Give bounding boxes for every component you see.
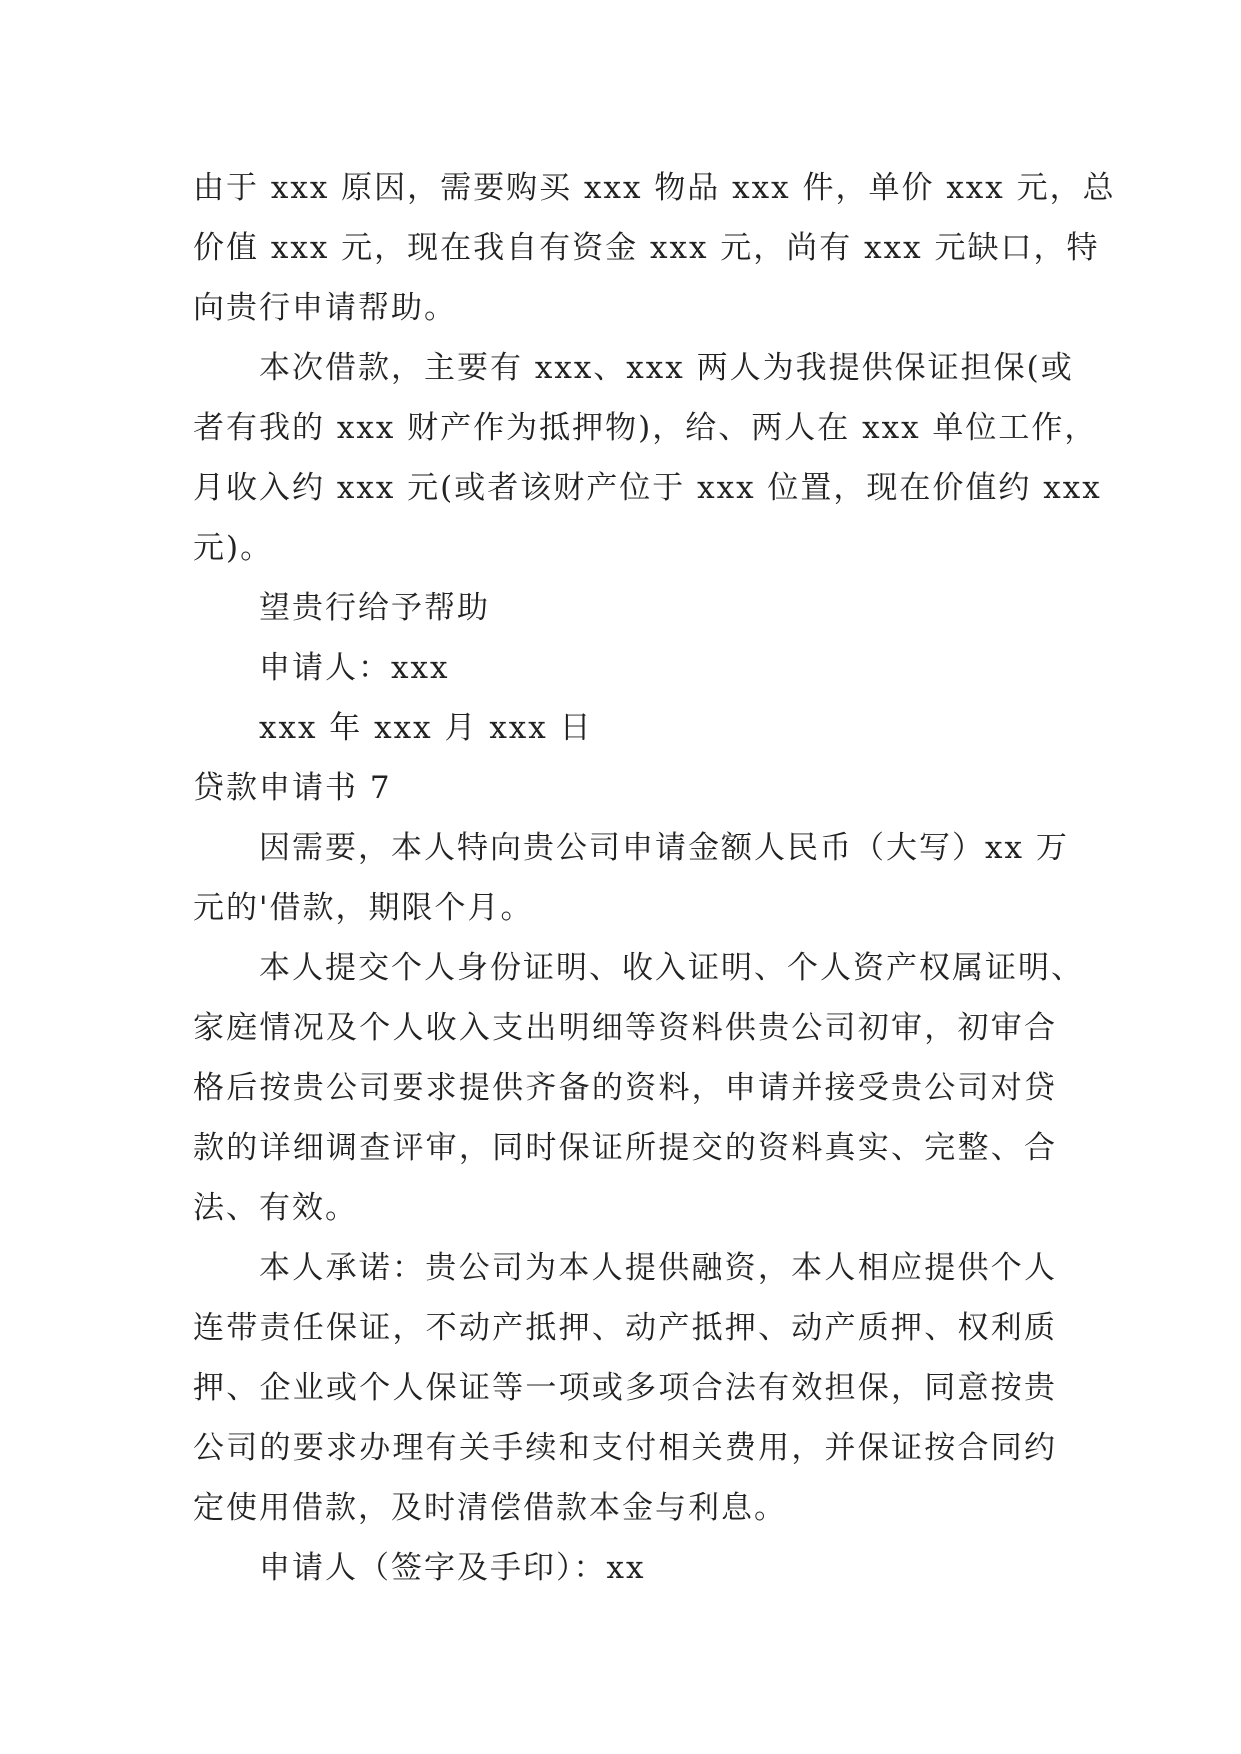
- text-line: 定使用借款，及时清偿借款本金与利息。: [193, 1490, 787, 1526]
- date-line: xxx 年 xxx 月 xxx 日: [259, 710, 593, 746]
- paragraph-start: 本人承诺：贵公司为本人提供融资，本人相应提供个人: [259, 1250, 1057, 1286]
- paragraph-start: 因需要，本人特向贵公司申请金额人民币（大写）xx 万: [259, 830, 1069, 866]
- text-line: 格后按贵公司要求提供齐备的资料，申请并接受贵公司对贷: [193, 1070, 1057, 1106]
- text-line: 月收入约 xxx 元(或者该财产位于 xxx 位置，现在价值约 xxx: [193, 470, 1102, 506]
- signature-line: 申请人（签字及手印）：xx: [259, 1550, 646, 1586]
- text-line: 元)。: [193, 530, 274, 566]
- text-line: 向贵行申请帮助。: [193, 290, 457, 326]
- text-line: 者有我的 xxx 财产作为抵押物)，给、两人在 xxx 单位工作，: [193, 410, 1098, 446]
- text-line: 法、有效。: [193, 1190, 358, 1226]
- section-title: 贷款申请书 7: [193, 770, 392, 806]
- document-body: [193, 158, 1116, 1598]
- text-line: 连带责任保证，不动产抵押、动产抵押、动产质押、权利质: [193, 1310, 1057, 1346]
- text-line: 家庭情况及个人收入支出明细等资料供贵公司初审，初审合: [193, 1010, 1057, 1046]
- closing-request: 望贵行给予帮助: [259, 590, 490, 626]
- paragraph-start: 本人提交个人身份证明、收入证明、个人资产权属证明、: [259, 950, 1084, 986]
- text-line: 元的'借款，期限个月。: [193, 890, 534, 926]
- text-line: 款的详细调查评审，同时保证所提交的资料真实、完整、合: [193, 1130, 1057, 1166]
- paragraph-start: 本次借款，主要有 xxx、xxx 两人为我提供保证担保(或: [259, 350, 1074, 386]
- text-line: 押、企业或个人保证等一项或多项合法有效担保，同意按贵: [193, 1370, 1057, 1406]
- text-line: 由于 xxx 原因，需要购买 xxx 物品 xxx 件，单价 xxx 元，总: [193, 170, 1116, 206]
- text-line: 公司的要求办理有关手续和支付相关费用，并保证按合同约: [193, 1430, 1057, 1466]
- text-line: 价值 xxx 元，现在我自有资金 xxx 元，尚有 xxx 元缺口，特: [193, 230, 1100, 266]
- applicant-line: 申请人：xxx: [259, 650, 450, 686]
